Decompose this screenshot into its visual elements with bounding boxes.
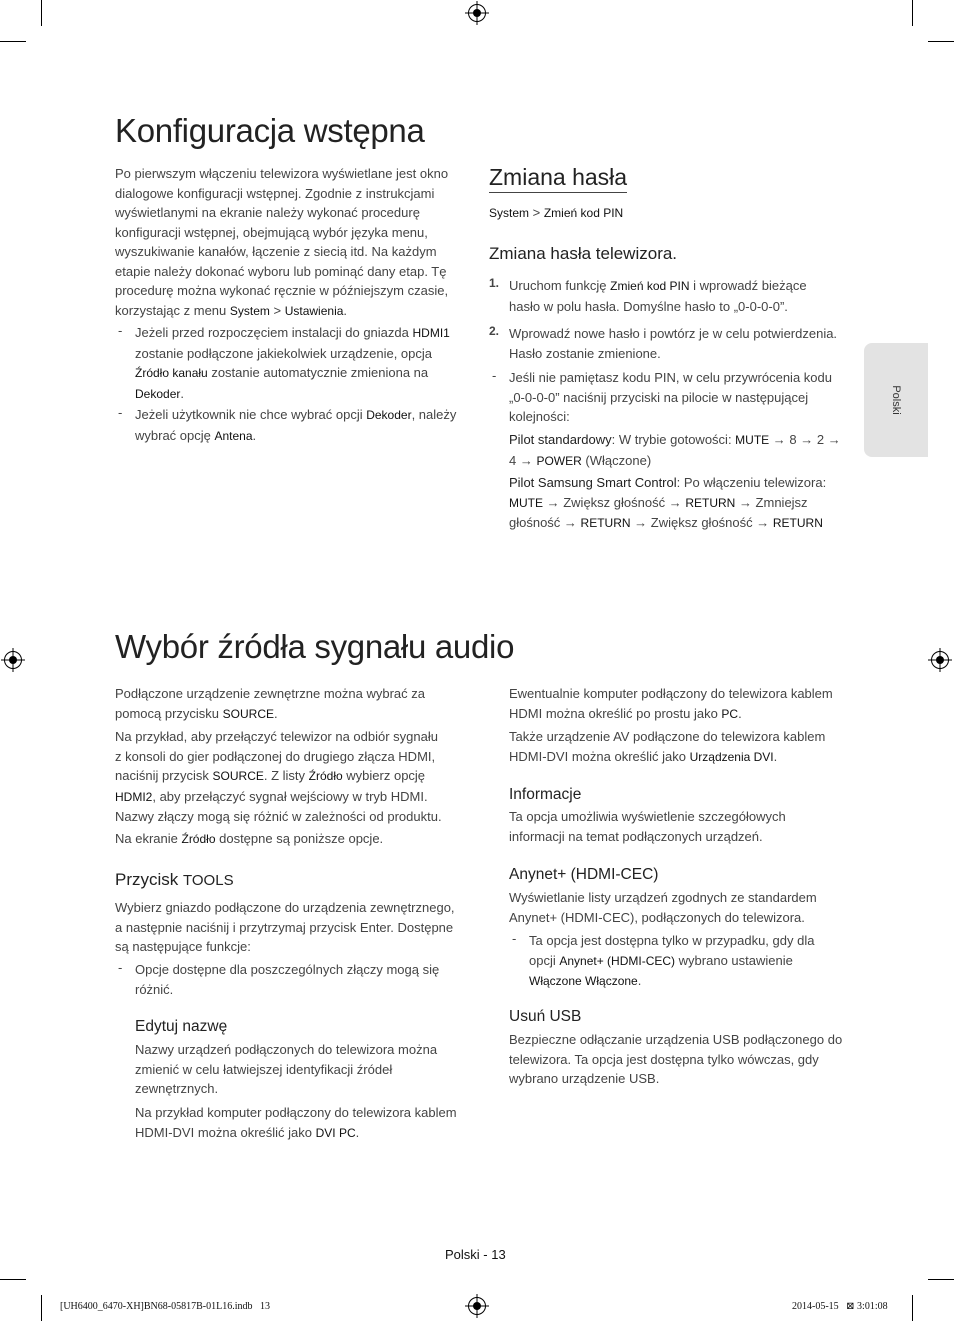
crop-mark xyxy=(0,1279,26,1280)
bullet-dash: - xyxy=(512,931,517,946)
bullet-dash: - xyxy=(492,368,497,383)
tools-note: Opcje dostępne dla poszczególnych złączy mogą się różnić. xyxy=(135,962,440,997)
step-number: 1. xyxy=(489,276,500,290)
page-number: Polski - 13 xyxy=(445,1247,506,1262)
intro-bullet: Jeżeli przed rozpoczęciem instalacji do gniazda HDMI1 zostanie podłączone jakiekolwiek urządzenie, opcja Źródło kanału zostanie automatycznie zmieniona na Dekoder. xyxy=(135,325,450,401)
anynet-paragraph: Wyświetlanie listy urządzeń zgodnych ze standardem Anynet+ (HDMI-CEC), podłączonych do telewizora. xyxy=(509,890,817,925)
audio-paragraph: Na przykład, aby przełączyć telewizor na odbiór sygnału z konsoli do gier podłączonej do drugiego złącza HDMI, naciśnij przycisk SOURCE. Z listy Źródło wybierz opcję HDMI2, aby przełączyć sygnał wejściowy w tryb HDMI. Nazwy złączy mogą się różnić w zależności od produktu. xyxy=(115,729,442,824)
registration-mark-icon xyxy=(931,651,949,669)
subsection-title: Zmiana hasła telewizora. xyxy=(489,244,678,263)
crop-mark xyxy=(928,1279,954,1280)
bullet-dash: - xyxy=(118,405,123,420)
anynet-title: Anynet+ (HDMI-CEC) xyxy=(509,866,659,883)
info-title: Informacje xyxy=(509,786,582,803)
audio-paragraph: Na ekranie Źródło dostępne są poniższe opcje. xyxy=(115,831,384,846)
tools-paragraph: Wybierz gniazdo podłączone do urządzenia zewnętrznego, a następnie naciśnij i przytrzymaj przycisk Enter. Dostępne są następujące funkcje: xyxy=(115,900,455,954)
crop-mark xyxy=(41,1295,42,1321)
usb-paragraph: Bezpieczne odłączanie urządzenia USB podłączonego do telewizora. Ta opcja jest dostępna tylko wówczas, gdy wybrano urządzenie USB. xyxy=(509,1032,843,1086)
tools-title: Przycisk TOOLS xyxy=(115,870,234,889)
step-text: Wprowadź nowe hasło i powtórz je w celu potwierdzenia. Hasło zostanie zmienione. xyxy=(509,326,838,361)
edit-name-paragraph: Nazwy urządzeń podłączonych do telewizora można zmienić w celu łatwiejszej identyfikacji źródeł zewnętrznych. xyxy=(135,1042,438,1096)
registration-mark-icon xyxy=(468,1297,486,1315)
crop-mark xyxy=(912,1295,913,1321)
language-tab-label: Polski xyxy=(890,385,902,415)
print-file-info: [UH6400_6470-XH]BN68-05817B-01L16.indb 13 xyxy=(60,1301,270,1312)
page-title-audio: Wybór źródła sygnału audio xyxy=(115,628,515,665)
edit-name-paragraph: Na przykład komputer podłączony do telewizora kablem HDMI-DVI można określić jako DVI PC. xyxy=(135,1105,457,1140)
info-paragraph: Ta opcja umożliwia wyświetlenie szczegółowych informacji na temat podłączonych urządzeń. xyxy=(509,809,786,844)
edit-name-title: Edytuj nazwę xyxy=(135,1018,228,1035)
print-date-info: 2014-05-15 ⊠ 3:01:08 xyxy=(792,1301,888,1312)
page-title: Konfiguracja wstępna xyxy=(115,112,425,149)
bullet-dash: - xyxy=(118,960,123,975)
step-text: Uruchom funkcję Zmień kod PIN i wprowadź bieżące hasło w polu hasła. Domyślne hasło to „0-0-0-0”. xyxy=(509,278,807,314)
right-paragraph: Ewentualnie komputer podłączony do telewizora kablem HDMI można określić po prostu jako PC. xyxy=(509,686,833,721)
section-title: Zmiana hasła xyxy=(489,164,627,193)
crop-mark xyxy=(928,41,954,42)
language-tab xyxy=(864,343,928,457)
crop-mark xyxy=(41,0,42,26)
remote-smart: Pilot Samsung Smart Control: Po włączeniu telewizora: MUTE → Zwiększ głośność → RETURN → Zmniejsz głośność → RETURN → Zwiększ głośność → RETURN xyxy=(509,475,827,530)
intro-paragraph: Po pierwszym włączeniu telewizora wyświetlane jest okno dialogowe konfiguracji wstępnej. Zgodnie z instrukcjami wyświetlanymi na ekranie należy wykonać procedurę konfiguracji wstępnej, obejmującą wybór języka menu, wyszukiwanie kanałów, łączenie z siecią itd. Na każdym etapie należy dokonać wyboru lub pominąć dany etap. Tę procedurę można wykonać ręcznie w późniejszym czasie, korzystając z menu System > Ustawienia. xyxy=(115,166,449,318)
remote-standard: Pilot standardowy: W trybie gotowości: MUTE → 8 → 2 → 4 → POWER (Włączone) xyxy=(509,432,841,468)
usb-title: Usuń USB xyxy=(509,1008,582,1025)
right-paragraph: Także urządzenie AV podłączone do telewizora kablem HDMI-DVI można określić jako Urządzenia DVI. xyxy=(509,729,826,764)
registration-mark-icon xyxy=(4,651,22,669)
anynet-note: Ta opcja jest dostępna tylko w przypadku, gdy dla opcji Anynet+ (HDMI-CEC) wybrano ustawienie Włączone Włączone. xyxy=(529,933,815,988)
audio-paragraph: Podłączone urządzenie zewnętrzne można wybrać za pomocą przycisku SOURCE. xyxy=(115,686,426,721)
step-number: 2. xyxy=(489,324,500,338)
registration-mark-icon xyxy=(468,4,486,22)
menu-path: System > Zmień kod PIN xyxy=(489,205,624,220)
intro-bullet: Jeżeli użytkownik nie chce wybrać opcji Dekoder, należy wybrać opcję Antena. xyxy=(135,407,457,443)
note-text: Jeśli nie pamiętasz kodu PIN, w celu przywrócenia kodu „0-0-0-0” naciśnij przyciski na pilocie w następującej kolejności: xyxy=(509,370,832,424)
crop-mark xyxy=(0,41,26,42)
bullet-dash: - xyxy=(118,323,123,338)
crop-mark xyxy=(912,0,913,26)
